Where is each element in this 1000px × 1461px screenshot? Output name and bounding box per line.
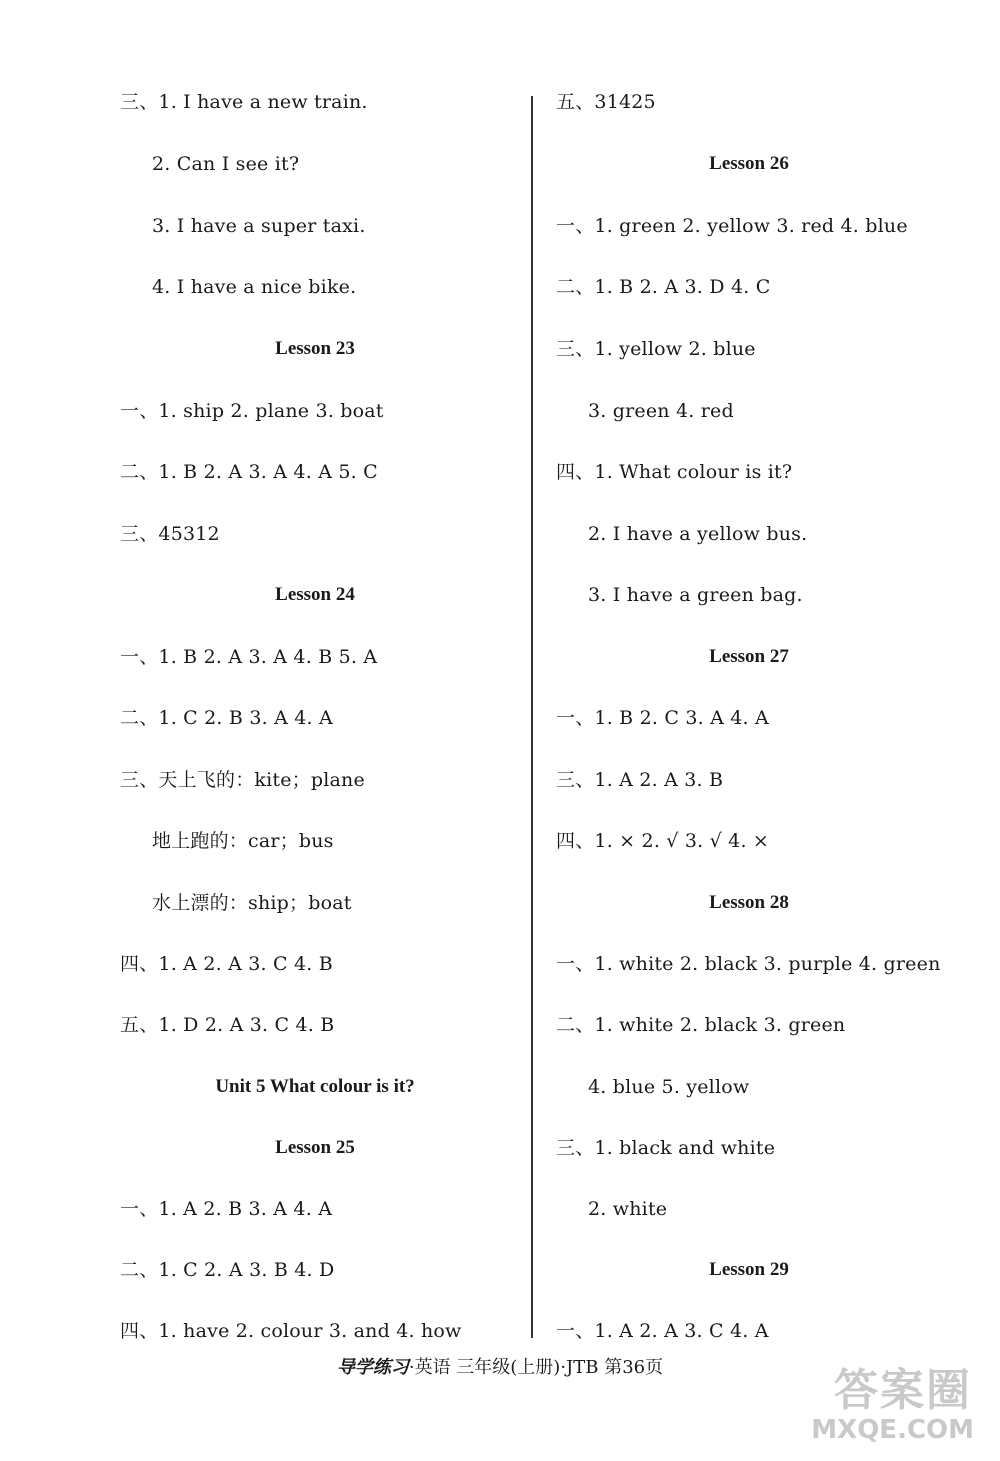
- answer-line: 三、45312: [120, 523, 220, 545]
- answer-line: 4. blue 5. yellow: [588, 1076, 750, 1098]
- unit-heading: Unit 5 What colour is it?: [215, 1076, 415, 1097]
- lesson-heading: Lesson 28: [709, 892, 789, 913]
- answer-line: 3. I have a green bag.: [588, 584, 803, 606]
- lesson-heading: Lesson 26: [709, 153, 789, 174]
- answer-line: 4. I have a nice bike.: [152, 276, 357, 298]
- answer-line: 一、1. B 2. C 3. A 4. A: [556, 707, 769, 729]
- answer-line: 地上跑的：car；bus: [152, 830, 334, 852]
- answer-line: 三、1. I have a new train.: [120, 91, 368, 113]
- answer-line: 五、1. D 2. A 3. C 4. B: [120, 1014, 335, 1036]
- answer-line: 一、1. white 2. black 3. purple 4. green: [556, 953, 941, 975]
- lesson-heading: Lesson 29: [709, 1259, 789, 1280]
- lesson-heading: Lesson 25: [275, 1137, 355, 1158]
- lesson-heading: Lesson 24: [275, 584, 355, 605]
- answer-line: 一、1. green 2. yellow 3. red 4. blue: [556, 215, 908, 237]
- answer-line: 四、1. have 2. colour 3. and 4. how: [120, 1320, 462, 1342]
- answer-line: 3. green 4. red: [588, 400, 734, 422]
- answer-line: 三、1. black and white: [556, 1137, 776, 1159]
- answer-line: 2. Can I see it?: [152, 153, 300, 175]
- answer-line: 三、1. A 2. A 3. B: [556, 769, 724, 791]
- watermark-url: MXQE.COM: [811, 1415, 974, 1445]
- footer-brand: 导学练习: [336, 1357, 409, 1378]
- answer-line: 一、1. ship 2. plane 3. boat: [120, 400, 384, 422]
- answer-line: 2. white: [588, 1198, 668, 1220]
- footer-info: ·英语 三年级(上册)·JTB 第36页: [408, 1357, 664, 1378]
- answer-line: 四、1. What colour is it?: [556, 461, 793, 483]
- lesson-heading: Lesson 27: [709, 646, 789, 667]
- answer-line: 四、1. × 2. √ 3. √ 4. ×: [556, 830, 770, 852]
- answer-line: 一、1. A 2. A 3. C 4. A: [556, 1320, 769, 1342]
- answer-line: 二、1. C 2. B 3. A 4. A: [120, 707, 333, 729]
- answer-line: 二、1. white 2. black 3. green: [556, 1014, 846, 1036]
- answer-line: 2. I have a yellow bus.: [588, 523, 808, 545]
- answer-line: 水上漂的：ship；boat: [152, 892, 352, 914]
- answer-line: 二、1. B 2. A 3. A 4. A 5. C: [120, 461, 378, 483]
- answer-line: 四、1. A 2. A 3. C 4. B: [120, 953, 333, 975]
- answer-line: 二、1. B 2. A 3. D 4. C: [556, 276, 771, 298]
- answer-line: 三、1. yellow 2. blue: [556, 338, 756, 360]
- answer-line: 3. I have a super taxi.: [152, 215, 366, 237]
- watermark-text: 答案圈: [834, 1365, 972, 1416]
- answer-line: 二、1. C 2. A 3. B 4. D: [120, 1259, 335, 1281]
- answer-line: 一、1. B 2. A 3. A 4. B 5. A: [120, 646, 378, 668]
- answer-line: 一、1. A 2. B 3. A 4. A: [120, 1198, 333, 1220]
- answer-line: 三、天上飞的：kite；plane: [120, 769, 365, 791]
- column-divider: [531, 96, 533, 1338]
- lesson-heading: Lesson 23: [275, 338, 355, 359]
- answer-line: 五、31425: [556, 91, 656, 113]
- watermark: [808, 1367, 978, 1445]
